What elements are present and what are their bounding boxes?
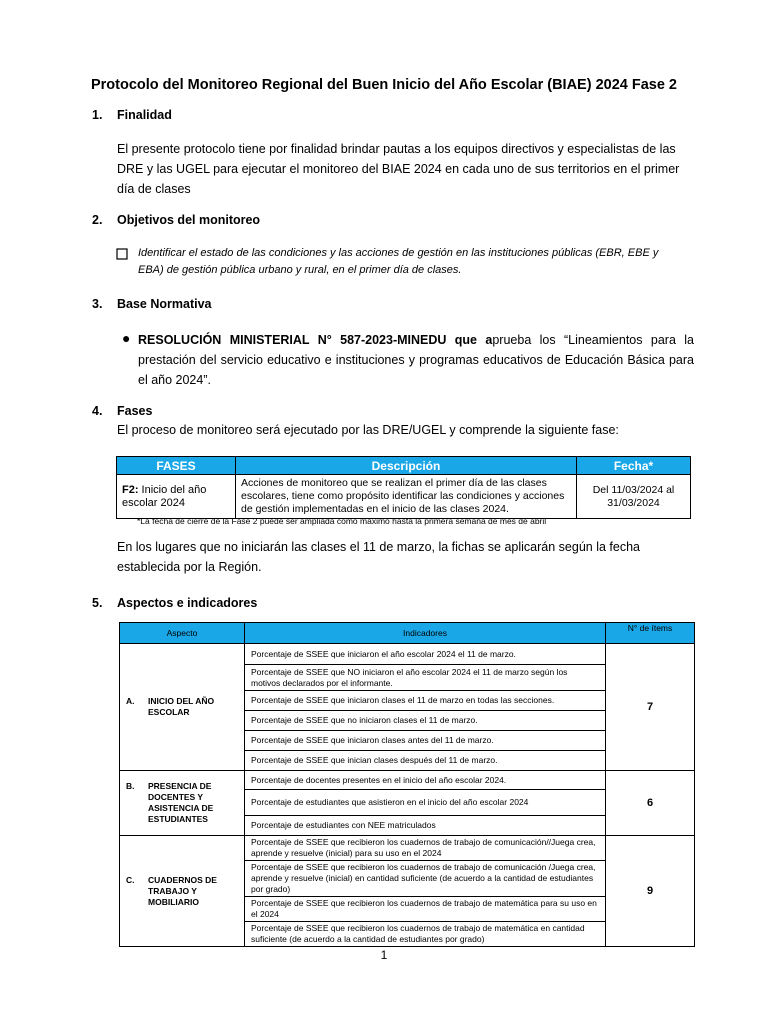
section-4-heading [92, 404, 152, 418]
header-fases: FASES [117, 457, 236, 475]
header-items: N° de ítems [606, 623, 695, 644]
section-number: 2. [92, 213, 103, 227]
header-indicadores: Indicadores [245, 623, 606, 644]
fases-table [116, 456, 691, 519]
fecha-cell: Del 11/03/2024 al 31/03/2024 [577, 475, 691, 519]
table-row [117, 475, 691, 519]
indicator-cell: Porcentaje de docentes presentes en el inicio del año escolar 2024. [245, 771, 606, 790]
items-count-cell: 9 [606, 836, 695, 947]
section-4-text: El proceso de monitoreo será ejecutado por las DRE/UGEL y comprende la siguiente fase: [117, 423, 619, 437]
section-4-after-text: En los lugares que no iniciarán las clases el 11 de marzo, la fichas se aplicarán según la fecha establecida por la Región. [117, 540, 640, 574]
indicator-cell: Porcentaje de estudiantes con NEE matriculados [245, 816, 606, 836]
document-title: Protocolo del Monitoreo Regional del Buen Inicio del Año Escolar (BIAE) 2024 Fase 2 [90, 77, 677, 93]
indicator-cell: Porcentaje de SSEE que recibieron los cuadernos de trabajo de matemática para su uso en el 2024 [245, 897, 606, 922]
section-title: Objetivos del monitoreo [117, 213, 261, 227]
indicator-cell: Porcentaje de SSEE que no iniciaron clases el 11 de marzo. [245, 711, 606, 731]
page-number: 1 [380, 948, 388, 962]
section-1-text: El presente protocolo tiene por finalidad brindar pautas a los equipos directivos y especialistas de las DRE y las UGEL para ejecutar el monitoreo del BIAE 2024 en cada uno de sus territorios en el primer día de clases [117, 142, 680, 196]
indicator-cell: Porcentaje de SSEE que iniciaron clases antes del 11 de marzo. [245, 731, 606, 751]
section-title: Aspectos e indicadores [117, 596, 258, 610]
section-title: Finalidad [117, 108, 172, 122]
aspect-cell [120, 644, 245, 771]
bullet-icon: ● [122, 330, 131, 346]
table-row [120, 771, 695, 790]
aspect-cell [120, 836, 245, 947]
indicator-cell: Porcentaje de SSEE que recibieron los cuadernos de trabajo de comunicación//Juega crea, aprende y resuelve (inicial) para su uso en el 2024 [245, 836, 606, 861]
fase-name: Inicio del año escolar 2024 [122, 483, 207, 509]
table-row [120, 836, 695, 861]
indicator-cell: Porcentaje de SSEE que NO iniciaron el año escolar 2024 el 11 de marzo según los motivos declarados por el informante. [245, 665, 606, 691]
resolution-rest: prueba los “Lineamientos para la prestación del servicio educativo e instituciones y programas educativos de Educación Básica para el año 2024”. [138, 333, 695, 387]
section-1-heading [92, 108, 172, 122]
aspect-letter: A. [126, 696, 135, 706]
section-number: 5. [92, 596, 103, 610]
indicator-cell: Porcentaje de estudiantes que asistieron en el inicio del año escolar 2024 [245, 790, 606, 816]
resolution-bold: RESOLUCIÓN MINISTERIAL N° 587-2023-MINEDU que a [138, 333, 493, 347]
indicators-table-header [120, 623, 695, 644]
items-count-cell: 6 [606, 771, 695, 836]
section-2-item: Identificar el estado de las condiciones y las acciones de gestión en las instituciones públicas (EBR, EBE y EBA) de gestión pública urbano y rural, en el primer día de clases. [138, 247, 659, 276]
descripcion-cell: Acciones de monitoreo que se realizan el primer día de las clases escolares, tiene como propósito identificar las condiciones y acciones de gestión implementadas en el inicio de las clases 2024. [236, 475, 577, 519]
aspect-letter: C. [126, 874, 135, 885]
indicator-cell: Porcentaje de SSEE que iniciaron el año escolar 2024 el 11 de marzo. [245, 644, 606, 665]
table-row [120, 644, 695, 665]
table-note: *La fecha de cierre de la Fase 2 puede ser ampliada como máximo hasta la primera semana de mes de abril [137, 516, 547, 526]
section-5-heading [92, 596, 257, 610]
fase-cell [117, 475, 236, 519]
indicator-cell: Porcentaje de SSEE que inician clases después del 11 de marzo. [245, 751, 606, 771]
aspect-cell [120, 771, 245, 836]
indicators-table [119, 622, 695, 947]
indicator-cell: Porcentaje de SSEE que recibieron los cuadernos de trabajo de matemática en cantidad suficiente (de acuerdo a la cantidad de estudiantes por grado) [245, 922, 606, 947]
items-count-cell: 7 [606, 644, 695, 771]
aspect-letter: B. [126, 781, 135, 791]
aspect-name: PRESENCIA DE DOCENTES Y ASISTENCIA DE ESTUDIANTES [148, 781, 214, 824]
aspect-name: INICIO DEL AÑO ESCOLAR [148, 696, 215, 717]
section-number: 4. [92, 404, 103, 418]
section-3-text [138, 330, 694, 390]
fase-code: F2: [122, 483, 139, 496]
section-title: Base Normativa [117, 297, 212, 311]
header-descripcion: Descripción [236, 457, 577, 475]
indicator-cell: Porcentaje de SSEE que iniciaron clases el 11 de marzo en todas las secciones. [245, 691, 606, 711]
fases-table-header [117, 457, 691, 475]
section-number: 1. [92, 108, 103, 122]
section-3-heading [92, 297, 212, 311]
section-2-heading [92, 213, 260, 227]
header-fecha: Fecha* [577, 457, 691, 475]
aspect-name: CUADERNOS DE TRABAJO Y MOBILIARIO [148, 874, 217, 907]
indicator-cell: Porcentaje de SSEE que recibieron los cuadernos de trabajo de comunicación /Juega crea, aprende y resuelve (inicial) en cantidad suficiente (de acuerdo a la cantidad de estudiantes por grado) [245, 861, 606, 897]
section-title: Fases [117, 404, 153, 418]
header-aspecto: Aspecto [120, 623, 245, 644]
section-number: 3. [92, 297, 103, 311]
checkbox-square-icon [116, 248, 128, 260]
